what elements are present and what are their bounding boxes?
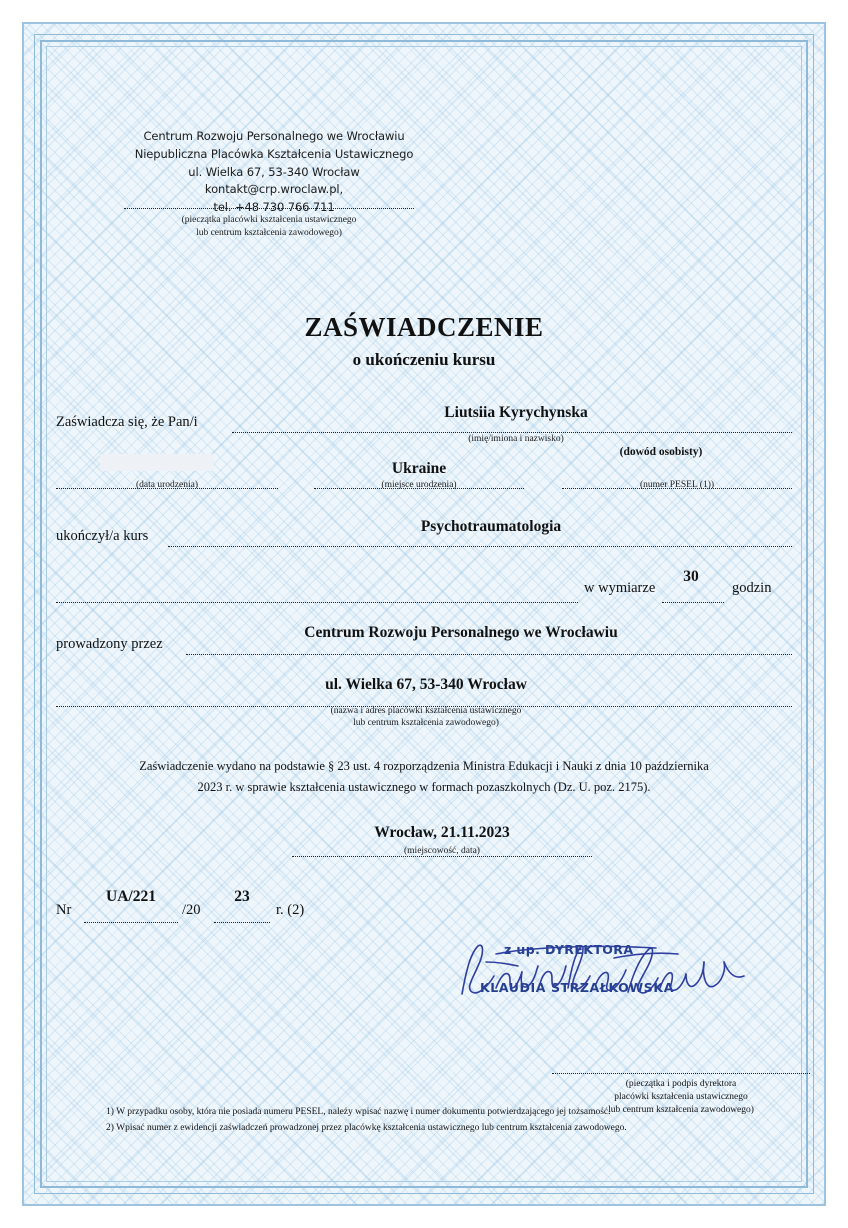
id-document-label: (dowód osobisty) bbox=[619, 446, 703, 458]
certificate-content bbox=[56, 56, 792, 1172]
legal-note-line-2: 2023 r. w sprawie kształcenia ustawicznego w formach pozaszkolnych (Dz. U. poz. 2175). bbox=[197, 780, 651, 795]
number-suffix-label: r. (2) bbox=[276, 902, 305, 918]
hours-label-prefix: w wymiarze bbox=[584, 580, 656, 596]
organizer-caption-line-1: (nazwa i adres placówki kształcenia ustawicznego bbox=[330, 706, 522, 716]
handwritten-signature-icon bbox=[456, 936, 756, 1016]
number-dotted-line bbox=[84, 906, 178, 923]
footnotes bbox=[106, 1104, 766, 1136]
issuer-stamp-caption-line-2: lub centrum kształcenia zawodowego) bbox=[196, 227, 342, 238]
person-intro-label: Zaświadcza się, że Pan/i bbox=[56, 414, 198, 430]
number-year-value: 23 bbox=[234, 888, 250, 905]
issuer-stamp-dotted-line bbox=[124, 208, 414, 209]
signature-stamp-top: z up. DYREKTORA bbox=[504, 942, 634, 957]
organizer-caption-line-2: lub centrum kształcenia zawodowego) bbox=[353, 718, 499, 728]
birth-date-redacted-value bbox=[100, 454, 214, 471]
hours-dotted-line bbox=[662, 584, 724, 603]
organizer-name-value: Centrum Rozwoju Personalnego we Wrocławiu bbox=[304, 624, 618, 641]
document-title: ZAŚWIADCZENIE bbox=[304, 312, 544, 342]
footnote-1: 1) W przypadku osoby, która nie posiada numeru PESEL, należy wpisać nazwę i numer dokumentu potwierdzającego jej tożsamość. bbox=[106, 1107, 611, 1117]
issuer-line-3: ul. Wielka 67, 53-340 Wrocław bbox=[188, 164, 360, 179]
issuer-line-4: kontakt@crp.wroclaw.pl, bbox=[204, 182, 344, 197]
organizer-label: prowadzony przez bbox=[56, 636, 163, 652]
signature-caption-line-1: (pieczątka i podpis dyrektora bbox=[625, 1079, 737, 1089]
signature-caption-line-2: placówki kształcenia ustawicznego bbox=[614, 1091, 748, 1102]
number-value: UA/221 bbox=[106, 888, 156, 905]
place-date-caption: (miejscowość, data) bbox=[404, 846, 480, 856]
signature-area bbox=[456, 936, 756, 1056]
birth-date-caption: (data urodzenia) bbox=[136, 480, 198, 490]
course-completed-label: ukończył/a kurs bbox=[56, 528, 149, 544]
signature-caption-line-3: lub centrum kształcenia zawodowego) bbox=[608, 1104, 754, 1115]
number-year-prefix: /20 bbox=[182, 902, 201, 918]
signature-stamp-name: KLAUDIA STRZAŁKOWSKA bbox=[480, 980, 674, 995]
course-name-value: Psychotraumatologia bbox=[420, 518, 562, 535]
pesel-caption: (numer PESEL (1)) bbox=[639, 480, 715, 490]
organizer-address-value: ul. Wielka 67, 53-340 Wrocław bbox=[325, 676, 527, 693]
issuer-line-1: Centrum Rozwoju Personalnego we Wrocławiu bbox=[143, 129, 405, 143]
issuer-stamp-caption-line-1: (pieczątka placówki kształcenia ustawicznego bbox=[181, 215, 357, 225]
footnote-2: 2) Wpisać numer z ewidencji zaświadczeń prowadzonej przez placówkę kształcenia ustawicznego lub centrum kształcenia zawodowego. bbox=[106, 1123, 627, 1134]
issuer-stamp-caption bbox=[124, 214, 414, 240]
name-caption: (imię/imiona i nazwisko) bbox=[468, 434, 564, 444]
person-full-name: Liutsiia Kyrychynska bbox=[444, 404, 588, 421]
signature-dotted-line bbox=[552, 1073, 810, 1074]
course-hours-prefix-dotted-line bbox=[56, 584, 578, 603]
number-year-dotted-line bbox=[214, 906, 270, 923]
birth-place-caption: (miejsce urodzenia) bbox=[381, 480, 457, 490]
number-prefix-label: Nr bbox=[56, 902, 72, 918]
place-date-value: Wrocław, 21.11.2023 bbox=[374, 824, 510, 841]
issuer-stamp-block bbox=[124, 128, 424, 217]
issuer-line-2: Niepubliczna Placówka Kształcenia Ustawicznego bbox=[134, 146, 414, 161]
issuer-line-5: tel. +48 730 766 711 bbox=[213, 200, 335, 215]
hours-label-suffix: godzin bbox=[732, 580, 772, 596]
hours-value: 30 bbox=[683, 568, 699, 585]
document-subtitle: o ukończeniu kursu bbox=[352, 350, 496, 369]
legal-note-line-1: Zaświadczenie wydano na podstawie § 23 ust. 4 rozporządzenia Ministra Edukacji i Nauki z dnia 10 października bbox=[139, 759, 709, 773]
legal-note bbox=[56, 756, 792, 799]
birth-place-value: Ukraine bbox=[391, 460, 447, 477]
